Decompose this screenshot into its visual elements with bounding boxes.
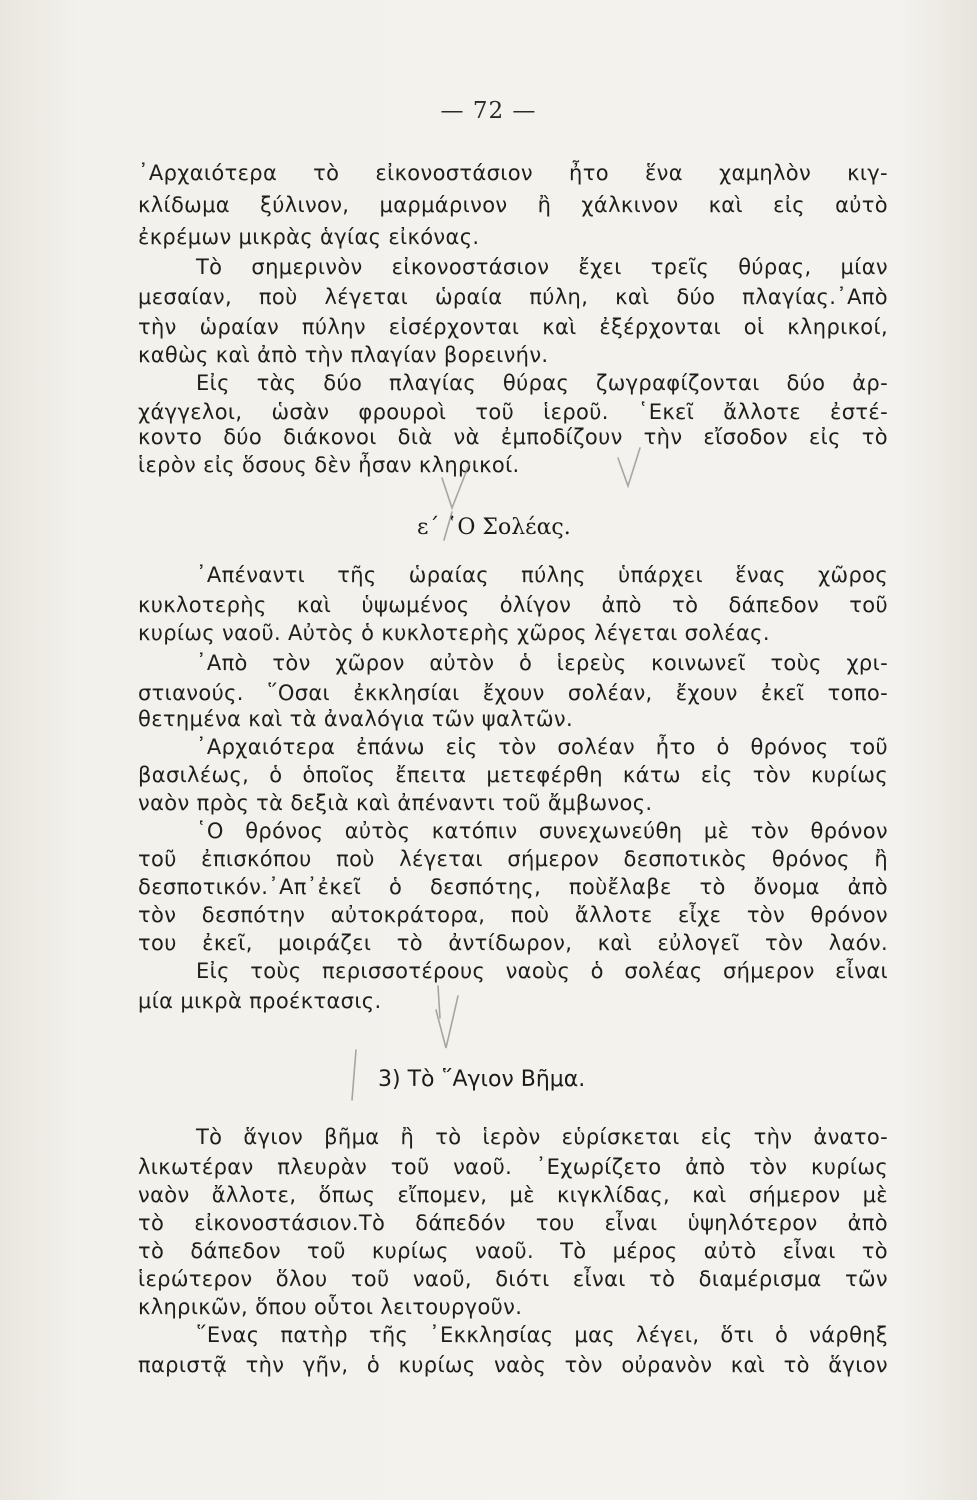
- text-line: τὸν δεσπότην αὐτοκράτορα, ποὺ ἄλλοτε εἶχε τὸν θρόνον: [138, 903, 888, 927]
- text-line: μία μικρὰ προέκτασις.: [138, 989, 382, 1013]
- text-line: Εἰς τοὺς περισσοτέρους ναοὺς ὁ σολέας σήμερον εἶναι: [196, 959, 888, 983]
- section-heading: [417, 514, 571, 542]
- text-line: κλίδωμα ξύλινον, μαρμάρινον ἢ χάλκινον καὶ εἰς αὐτὸ: [138, 193, 888, 217]
- text-line: Εἰς τὰς δύο πλαγίας θύρας ζωγραφίζονται δύο ἀρ-: [196, 371, 888, 395]
- text-line: παριστᾷ τὴν γῆν, ὁ κυρίως ναὸς τὸν οὐρανὸν καὶ τὸ ἅγιον: [138, 1353, 888, 1377]
- text-line: ναὸν πρὸς τὰ δεξιὰ καὶ ἀπέναντι τοῦ ἄμβωνος.: [138, 791, 653, 815]
- text-line: στιανούς. ῞Οσαι ἐκκλησίαι ἔχουν σολέαν, ἔχουν ἐκεῖ τοπο-: [138, 681, 888, 705]
- section-heading: 3) Τὸ ῞Αγιον Βῆμα.: [378, 1067, 586, 1092]
- text-line: λικωτέραν πλευρὰν τοῦ ναοῦ. ᾿Εχωρίζετο ἀπὸ τὸν κυρίως: [138, 1155, 888, 1179]
- text-line: ναὸν ἄλλοτε, ὅπως εἴπομεν, μὲ κιγκλίδας, καὶ σήμερον μὲ: [138, 1183, 888, 1207]
- text-line: θετημένα καὶ τὰ ἀναλόγια τῶν ψαλτῶν.: [138, 707, 574, 731]
- page-number: — 72 —: [440, 98, 537, 124]
- pencil-stroke: [352, 1050, 356, 1100]
- text-line: κυρίως ναοῦ. Αὐτὸς ὁ κυκλοτερὴς χῶρος λέγεται σολέας.: [138, 621, 770, 645]
- text-line: ᾿Αρχαιότερα ἐπάνω εἰς τὸν σολέαν ἦτο ὁ θρόνος τοῦ: [196, 735, 888, 759]
- text-line: ᾿Απέναντι τῆς ὡραίας πύλης ὑπάρχει ἕνας χῶρος: [196, 563, 888, 587]
- text-line: χάγγελοι, ὡσὰν φρουροὶ τοῦ ἱεροῦ. ῾Εκεῖ ἄλλοτε ἐστέ-: [138, 400, 888, 424]
- text-line: βασιλέως, ὁ ὁποῖος ἔπειτα μετεφέρθη κάτω εἰς τὸν κυρίως: [138, 763, 888, 787]
- text-line: του ἐκεῖ, μοιράζει τὸ ἀντίδωρον, καὶ εὐλογεῖ τὸν λαόν.: [138, 931, 888, 955]
- text-line: ἐκρέμων μικρὰς ἁγίας εἰκόνας.: [138, 225, 480, 249]
- section-title: ῾Ο Σολέας.: [446, 515, 571, 540]
- section-number: ε΄: [417, 515, 440, 540]
- text-line: ῾Ο θρόνος αὐτὸς κατόπιν συνεχωνεύθη μὲ τὸν θρόνον: [196, 819, 888, 843]
- text-line: κοντο δύο διάκονοι διὰ νὰ ἐμποδίζουν τὴν εἴσοδον εἰς τὸ: [138, 425, 888, 449]
- text-line: ῞Ενας πατὴρ τῆς ᾿Εκκλησίας μας λέγει, ὅτι ὁ νάρθηξ: [196, 1323, 888, 1347]
- text-line: ἱερώτερον ὅλου τοῦ ναοῦ, διότι εἶναι τὸ διαμέρισμα τῶν: [138, 1267, 888, 1291]
- text-line: μεσαίαν, ποὺ λέγεται ὡραία πύλη, καὶ δύο πλαγίας.᾿Απὸ: [138, 285, 888, 309]
- text-line: τοῦ ἐπισκόπου ποὺ λέγεται σήμερον δεσποτικὸς θρόνος ἢ: [138, 847, 888, 871]
- text-line: ᾿Απὸ τὸν χῶρον αὐτὸν ὁ ἱερεὺς κοινωνεῖ τοὺς χρι-: [196, 651, 888, 675]
- text-line: τὸ εἰκονοστάσιον.Τὸ δάπεδόν του εἶναι ὑψηλότερον ἀπὸ: [138, 1211, 888, 1235]
- text-line: Τὸ ἅγιον βῆμα ἢ τὸ ἱερὸν εὑρίσκεται εἰς τὴν ἀνατο-: [196, 1125, 888, 1149]
- text-line: καθὼς καὶ ἀπὸ τὴν πλαγίαν βορεινήν.: [138, 343, 549, 367]
- text-line: τὴν ὡραίαν πύλην εἰσέρχονται καὶ ἐξέρχονται οἱ κληρικοί,: [138, 315, 888, 339]
- text-line: Τὸ σημερινὸν εἰκονοστάσιον ἔχει τρεῖς θύρας, μίαν: [196, 255, 888, 279]
- text-line: ᾿Αρχαιότερα τὸ εἰκονοστάσιον ἦτο ἕνα χαμηλὸν κιγ-: [138, 161, 888, 185]
- text-line: κληρικῶν, ὅπου οὗτοι λειτουργοῦν.: [138, 1295, 523, 1319]
- text-line: τὸ δάπεδον τοῦ κυρίως ναοῦ. Τὸ μέρος αὐτὸ εἶναι τὸ: [138, 1239, 888, 1263]
- text-line: ἱερὸν εἰς ὅσους δὲν ἦσαν κληρικοί.: [138, 453, 520, 477]
- text-line: δεσποτικόν.᾿Απ᾿ἐκεῖ ὁ δεσπότης, ποὺἔλαβε τὸ ὄνομα ἀπὸ: [138, 875, 888, 899]
- text-line: κυκλοτερὴς καὶ ὑψωμένος ὀλίγον ἀπὸ τὸ δάπεδον τοῦ: [138, 593, 888, 617]
